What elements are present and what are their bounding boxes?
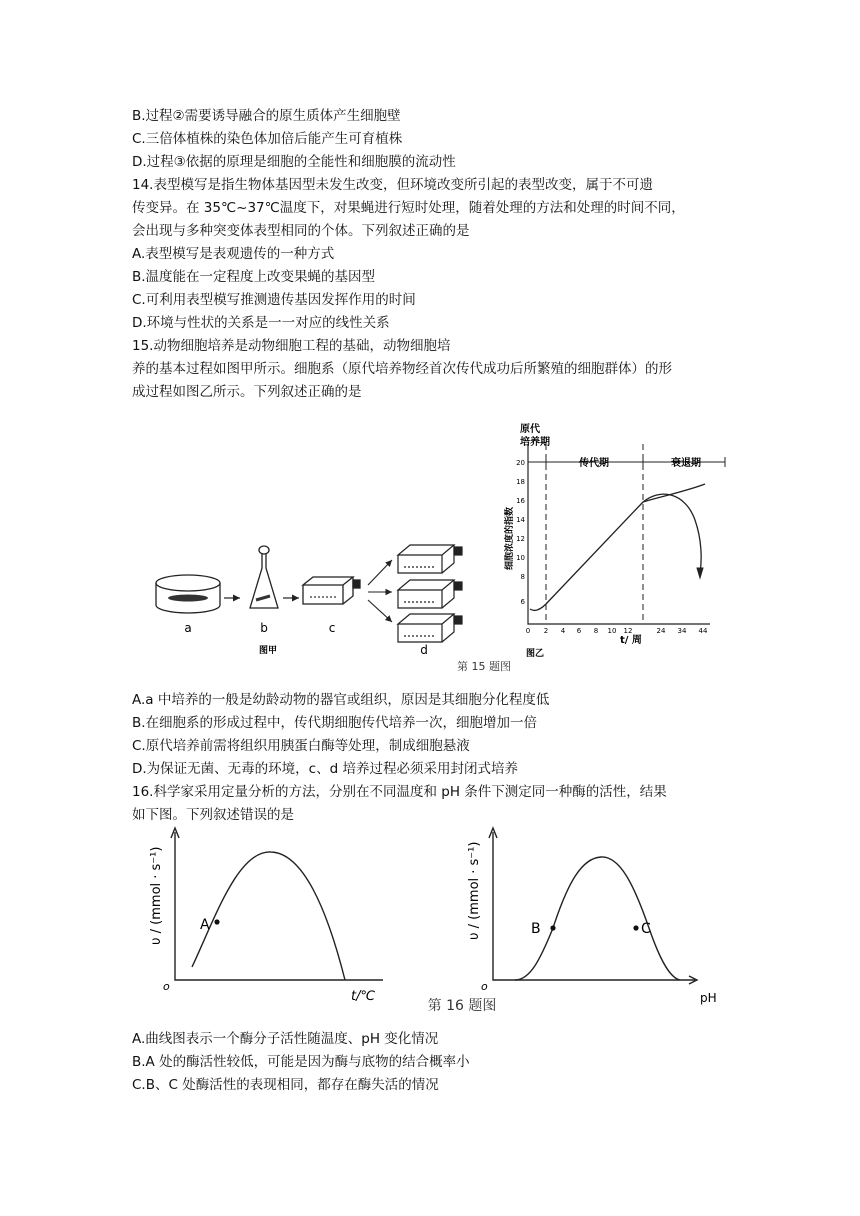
svg-text:44: 44 (698, 627, 708, 635)
point-b-label: B (531, 921, 541, 937)
point-a-dot (214, 919, 219, 924)
x-axis-label: t/ 周 (620, 635, 642, 646)
svg-text:34: 34 (677, 627, 687, 635)
svg-text:10: 10 (516, 554, 525, 562)
text-line: 15.动物细胞培养是动物细胞工程的基础，动物细胞培 (132, 338, 451, 354)
option-b: B.A 处的酶活性较低，可能是因为酶与底物的结合概率小 (132, 1054, 470, 1070)
text-line: 传变异。在 35℃~37℃温度下，对果蝇进行短时处理，随着处理的方法和处理的时间不同， (132, 200, 685, 216)
fig-jia-label: 图甲 (258, 646, 278, 656)
svg-text:24: 24 (656, 627, 666, 635)
stage-label-d: d (420, 643, 428, 657)
svg-text:8: 8 (593, 627, 599, 635)
culture-dish-a (156, 575, 220, 613)
point-c-label: C (641, 921, 651, 937)
question-16-stem: 16.科学家采用定量分析的方法，分别在不同温度和 pH 条件下测定同一种酶的活性，结果 (132, 784, 667, 800)
culture-bottles-d (398, 545, 462, 642)
temperature-chart (171, 828, 383, 980)
point-a-label: A (200, 917, 210, 933)
fig15-caption: 第 15 题图 (457, 660, 511, 673)
stage-label-b: b (260, 621, 268, 635)
x-axis-label-right: pH (700, 991, 717, 1005)
svg-text:8: 8 (520, 573, 525, 581)
y-axis-label-left: υ / (mmol · s⁻¹) (149, 846, 164, 945)
option-c: C.B、C 处酶活性的表现相同，都存在酶失活的情况 (132, 1077, 439, 1093)
y-axis-label-right: υ / (mmol · s⁻¹) (467, 841, 482, 940)
option-a: A.a 中培养的一般是幼龄动物的器官或组织，原因是其细胞分化程度低 (132, 692, 550, 708)
ph-chart (489, 828, 697, 984)
text-line: 成过程如图乙所示。下列叙述正确的是 (132, 384, 362, 400)
text-line: C.可利用表型模写推测遗传基因发挥作用的时间 (132, 292, 416, 308)
phase-primary-1: 原代 (520, 424, 540, 435)
option-a: A.曲线图表示一个酶分子活性随温度、pH 变化情况 (132, 1031, 439, 1047)
svg-text:14: 14 (516, 516, 525, 524)
question-16-stem: 如下图。下列叙述错误的是 (132, 807, 294, 823)
svg-text:12: 12 (623, 627, 633, 635)
origin-right: o (481, 980, 488, 993)
text-line: D.环境与性状的关系是一一对应的线性关系 (132, 315, 390, 331)
option-b: B.在细胞系的形成过程中，传代期细胞传代培养一次，细胞增加一倍 (132, 715, 538, 731)
text-line: D.过程③依据的原理是细胞的全能性和细胞膜的流动性 (132, 154, 456, 170)
text-line: A.表型模写是表观遗传的一种方式 (132, 246, 335, 262)
origin-left: o (163, 980, 170, 993)
svg-text:6: 6 (576, 627, 582, 635)
x-axis-label-left: t/℃ (351, 989, 376, 1004)
culture-bottle-c (303, 577, 360, 604)
phase-passage: 传代期 (579, 458, 609, 469)
text-line: B.温度能在一定程度上改变果蝇的基因型 (132, 269, 376, 285)
svg-text:20: 20 (516, 459, 525, 467)
svg-text:4: 4 (560, 627, 566, 635)
text-line: C.三倍体植株的染色体加倍后能产生可育植株 (132, 131, 403, 147)
figure-16 (0, 820, 860, 1020)
y-axis-label: 细胞浓度的指数 (505, 506, 515, 570)
svg-text:12: 12 (516, 535, 525, 543)
svg-text:16: 16 (516, 497, 525, 505)
fig-yi-label: 图乙 (525, 649, 545, 659)
flask-b (250, 546, 278, 608)
text-line: 会出现与多种突变体表型相同的个体。下列叙述正确的是 (132, 223, 470, 239)
svg-text:10: 10 (607, 627, 617, 635)
phase-decline: 衰退期 (671, 458, 701, 469)
option-c: C.原代培养前需将组织用胰蛋白酶等处理，制成细胞悬液 (132, 738, 470, 754)
text-line: 养的基本过程如图甲所示。细胞系（原代培养物经首次传代成功后所繁殖的细胞群体）的形 (132, 361, 672, 377)
point-b-dot (550, 925, 555, 930)
point-c-dot (633, 925, 638, 930)
option-d: D.为保证无菌、无毒的环境，c、d 培养过程必须采用封闭式培养 (132, 761, 518, 777)
phase-primary-2: 培养期 (520, 437, 550, 448)
svg-text:2: 2 (543, 627, 549, 635)
fig16-caption: 第 16 题图 (427, 998, 497, 1014)
growth-chart (528, 444, 725, 624)
y-ticks (516, 459, 525, 606)
stage-label-c: c (328, 621, 336, 635)
text-line: B.过程②需要诱导融合的原生质体产生细胞壁 (132, 108, 401, 124)
x-ticks (526, 627, 708, 635)
text-line: 14.表型模写是指生物体基因型未发生改变，但环境改变所引起的表型改变，属于不可遗 (132, 177, 653, 193)
svg-text:6: 6 (520, 598, 525, 606)
stage-label-a: a (184, 621, 192, 635)
svg-text:0: 0 (525, 627, 531, 635)
svg-text:18: 18 (516, 478, 525, 486)
